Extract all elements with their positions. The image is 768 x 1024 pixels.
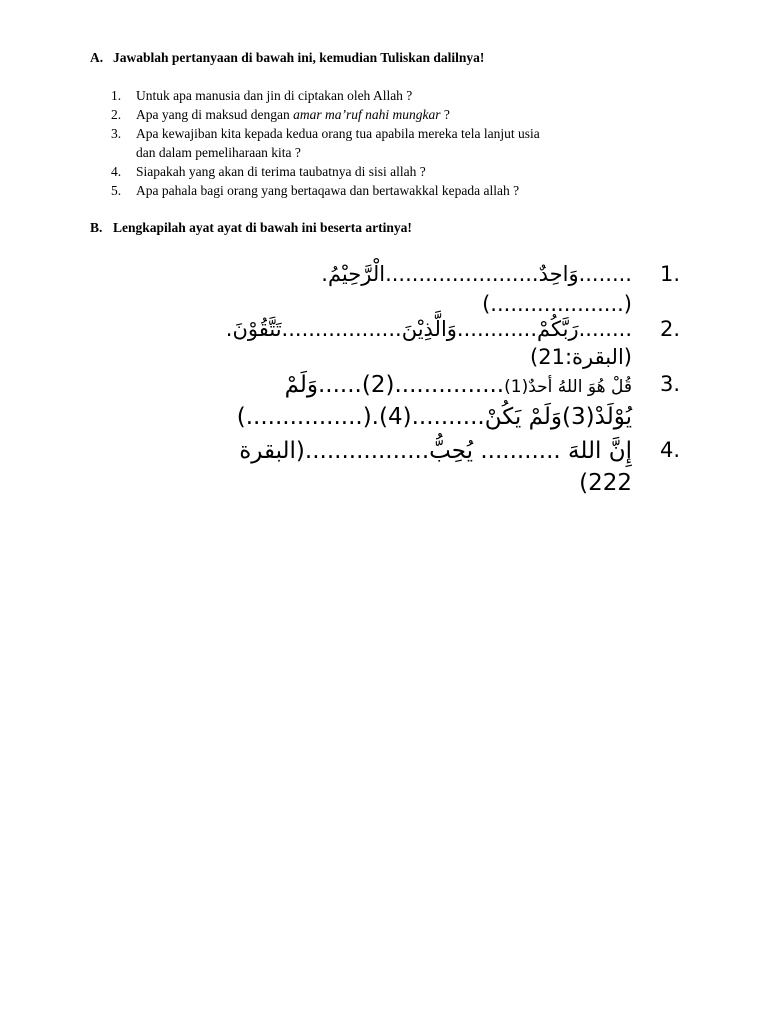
ayat-number-marker: (1) xyxy=(504,377,529,397)
ayat-text-line2: (البقرة:21) xyxy=(530,345,632,369)
question-number: 2. xyxy=(111,107,122,122)
question-list xyxy=(111,86,671,200)
question-text-italic: amar ma’ruf nahi mungkar xyxy=(293,107,441,122)
ayat-text-part: ...............(2)......وَلَمْ xyxy=(284,372,505,398)
ayat-text-line2: 222) xyxy=(579,470,632,496)
question-item-1 xyxy=(111,86,671,105)
question-text-line2: dan dalam pemeliharaan kita ? xyxy=(136,145,301,160)
section-b-title: Lengkapilah ayat ayat di bawah ini beserta artinya! xyxy=(113,220,412,235)
question-text: Untuk apa manusia dan jin di ciptakan oleh Allah ? xyxy=(136,88,413,103)
ayat-text-line1: ........وَاحِدٌ.......................الْرَّحِيْمُ. xyxy=(321,262,632,286)
question-number: 4. xyxy=(111,164,122,179)
ayat-number: 3. xyxy=(659,372,680,396)
ayat-number: 4. xyxy=(659,438,680,462)
section-b-heading xyxy=(90,220,412,236)
ayat-number: 2. xyxy=(659,317,680,341)
question-number: 1. xyxy=(111,88,122,103)
question-text xyxy=(136,124,671,162)
question-text-start: Apa yang di maksud dengan xyxy=(136,107,294,122)
ayat-item-3 xyxy=(90,372,680,438)
ayat-text-line2: (....................) xyxy=(482,292,632,316)
question-text-line1: Apa kewajiban kita kepada kedua orang tua apabila mereka tela lanjut usia xyxy=(136,126,540,141)
ayat-text-line1: ........رَبَّكُمْ............وَالَّذِيْنَ..................تَتَّقُوْنَ. xyxy=(225,317,632,341)
ayat-text-line1 xyxy=(285,372,632,398)
ayat-item-4 xyxy=(90,438,680,504)
question-text-end: ? xyxy=(440,107,450,122)
question-text: Siapakah yang akan di terima taubatnya di sisi allah ? xyxy=(136,164,426,179)
question-text: Apa pahala bagi orang yang bertaqawa dan bertawakkal kepada allah ? xyxy=(136,183,520,198)
section-a-heading xyxy=(90,50,484,66)
ayat-text-part: قُلْ هُوَ اللهُ أحدٌ xyxy=(528,377,632,397)
ayat-number: 1. xyxy=(659,262,680,286)
question-number: 3. xyxy=(111,126,122,141)
question-item-5 xyxy=(111,181,671,200)
section-a-title: Jawablah pertanyaan di bawah ini, kemudian Tuliskan dalilnya! xyxy=(113,50,485,65)
section-b-label: B. xyxy=(90,220,103,235)
question-item-4 xyxy=(111,162,671,181)
question-item-3 xyxy=(111,124,671,162)
ayat-text-line1: إِنَّ اللهَ ........... يُحِبُّ.................(البقرة xyxy=(239,438,632,464)
ayat-item-1 xyxy=(90,262,680,322)
ayat-item-2 xyxy=(90,317,680,377)
question-text xyxy=(136,105,671,124)
ayat-text-line2: يُوْلَدْ(3)وَلَمْ يَكُنْ..........(4).(................) xyxy=(236,404,632,430)
section-a-label: A. xyxy=(90,50,104,65)
question-item-2 xyxy=(111,105,671,124)
question-number: 5. xyxy=(111,183,122,198)
